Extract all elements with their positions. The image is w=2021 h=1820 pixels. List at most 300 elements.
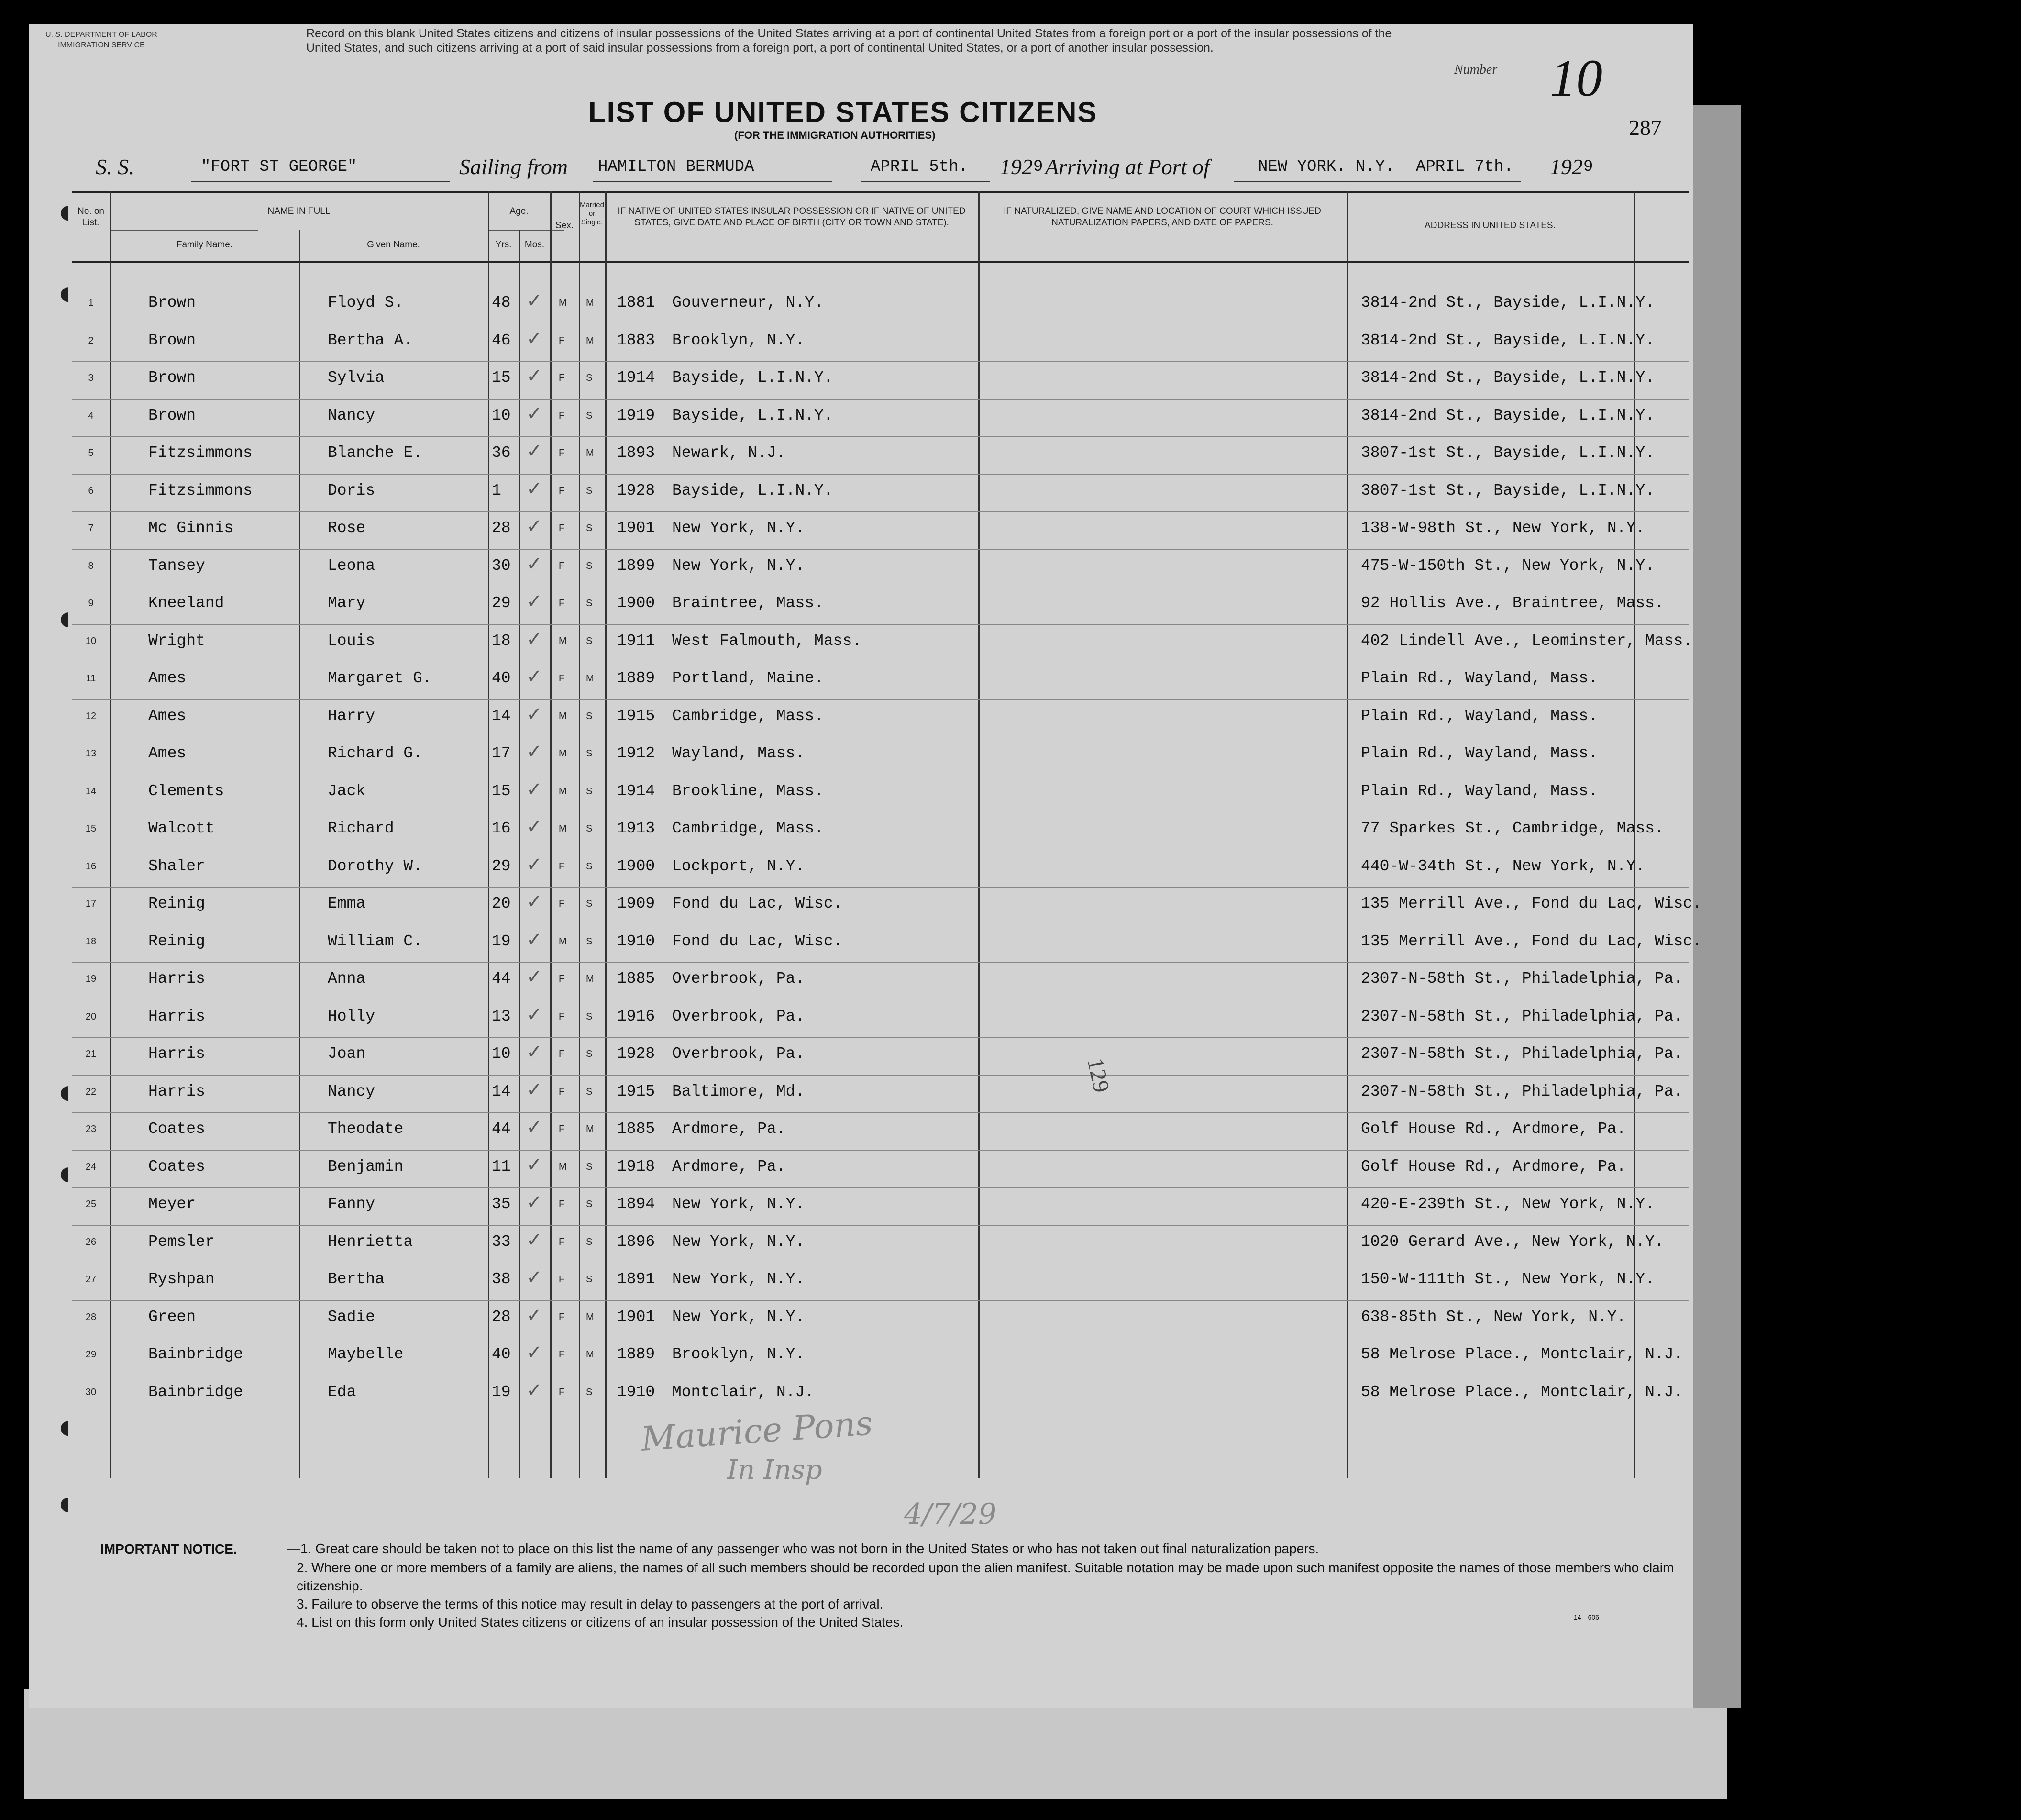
cell-given: Theodate — [328, 1120, 404, 1138]
cell-year: 1883 — [617, 331, 655, 349]
cell-family: Green — [148, 1308, 196, 1326]
cell-no: 11 — [86, 673, 96, 684]
cell-sex: F — [559, 560, 565, 571]
cell-no: 28 — [85, 1311, 97, 1322]
cell-age: 18 — [492, 632, 511, 650]
table-row — [72, 287, 1689, 325]
cell-year: 1911 — [617, 632, 655, 650]
check-mark-icon: ✓ — [526, 666, 542, 688]
table-row — [72, 1301, 1689, 1339]
cell-address: Plain Rd., Wayland, Mass. — [1361, 744, 1598, 762]
notice-label — [100, 1540, 237, 1559]
cell-age: 44 — [492, 1120, 511, 1138]
cell-sex: F — [559, 373, 565, 383]
cell-year: 1913 — [617, 820, 655, 837]
cell-family: Harris — [148, 970, 205, 988]
cell-given: Sadie — [328, 1308, 375, 1326]
cell-no: 4 — [88, 410, 94, 421]
notice-item-2: 2. Where one or more members of a family are aliens, the names of all such members should be recorded upon the alien manifest. Suitable notation may be made upon such manifest opposite the names of those members who claim citizenship. — [297, 1560, 1674, 1593]
cell-no: 13 — [85, 748, 97, 759]
cell-ms: M — [586, 673, 594, 684]
cell-family: Ames — [148, 669, 187, 687]
cell-family: Fitzsimmons — [148, 481, 253, 499]
check-mark-icon: ✓ — [526, 1154, 542, 1176]
cell-no: 5 — [88, 448, 94, 458]
cell-sex: M — [559, 710, 567, 721]
table-row — [72, 550, 1689, 588]
binding-hole-icon: ◖ — [60, 1493, 70, 1515]
arrival-year: 192 — [1550, 155, 1583, 179]
cell-no: 14 — [85, 786, 97, 797]
cell-age: 48 — [492, 294, 511, 311]
cell-sex: M — [559, 786, 567, 797]
cell-no: 29 — [85, 1349, 97, 1360]
table-row — [72, 926, 1702, 964]
cell-given: Blanche E. — [328, 444, 423, 462]
check-mark-icon: ✓ — [526, 1078, 542, 1101]
check-mark-icon: ✓ — [526, 966, 542, 988]
table-row — [72, 963, 1689, 1001]
cell-given: Leona — [328, 556, 375, 575]
cell-ms: S — [586, 748, 593, 759]
cell-sex: F — [559, 335, 565, 346]
cell-given: Doris — [328, 481, 375, 499]
cell-age: 29 — [492, 857, 511, 875]
cell-place: West Falmouth, Mass. — [672, 632, 862, 650]
check-mark-icon: ✓ — [526, 1379, 542, 1401]
cell-no: 18 — [85, 936, 97, 947]
list-number: 10 — [1550, 49, 1602, 107]
cell-no: 21 — [85, 1049, 97, 1059]
cell-age: 15 — [492, 782, 511, 800]
cell-address: 135 Merrill Ave., Fond du Lac, Wisc. — [1361, 932, 1702, 950]
cell-place: Brookline, Mass. — [672, 782, 824, 800]
cell-no: 15 — [85, 823, 97, 834]
cell-address: 2307-N-58th St., Philadelphia, Pa. — [1361, 970, 1683, 988]
cell-family: Pemsler — [148, 1232, 215, 1251]
cell-place: Cambridge, Mass. — [672, 707, 824, 725]
cell-age: 19 — [492, 1383, 511, 1401]
cell-place: Bayside, L.I.N.Y. — [672, 481, 833, 499]
cell-place: New York, N.Y. — [672, 519, 805, 537]
cell-family: Brown — [148, 406, 196, 424]
cell-address: 92 Hollis Ave., Braintree, Mass. — [1361, 594, 1664, 612]
cell-family: Tansey — [148, 556, 205, 575]
cell-year: 1900 — [617, 857, 655, 875]
cell-address: 3814-2nd St., Bayside, L.I.N.Y. — [1361, 406, 1655, 424]
cell-age: 36 — [492, 444, 511, 462]
cell-sex: F — [559, 899, 565, 909]
ship-underline — [191, 181, 450, 182]
cell-given: Floyd S. — [328, 294, 404, 311]
row-rule — [72, 1112, 1689, 1113]
cell-age: 10 — [492, 1045, 511, 1063]
ship-name: "FORT ST GEORGE" — [201, 158, 357, 176]
cell-given: Fanny — [328, 1195, 375, 1213]
cell-address: 58 Melrose Place., Montclair, N.J. — [1361, 1383, 1683, 1401]
cell-place: Braintree, Mass. — [672, 594, 824, 612]
row-rule — [72, 1187, 1689, 1188]
cell-sex: F — [559, 410, 565, 421]
sail-date: APRIL 5th. — [871, 158, 969, 176]
cell-family: Mc Ginnis — [148, 519, 234, 537]
table-row — [72, 1188, 1689, 1226]
cell-ms: M — [586, 1349, 594, 1360]
cell-no: 25 — [85, 1199, 97, 1210]
check-mark-icon: ✓ — [526, 327, 542, 350]
cell-age: 10 — [492, 406, 511, 424]
cell-sex: F — [559, 1236, 565, 1247]
department-name: U. S. DEPARTMENT OF LABOR — [45, 31, 157, 39]
row-rule — [72, 1150, 1689, 1151]
cell-place: Overbrook, Pa. — [672, 1045, 805, 1063]
cell-place: New York, N.Y. — [672, 1308, 805, 1326]
cell-ms: S — [586, 1086, 593, 1097]
cell-year: 1885 — [617, 1120, 655, 1138]
cell-ms: S — [586, 1199, 593, 1210]
cell-family: Ames — [148, 744, 187, 762]
cell-sex: M — [559, 936, 567, 947]
cell-place: Ardmore, Pa. — [672, 1120, 786, 1138]
cell-age: 40 — [492, 1345, 511, 1363]
cell-family: Walcott — [148, 820, 215, 837]
cell-given: Nancy — [328, 406, 375, 424]
cell-sex: F — [559, 1011, 565, 1022]
row-rule — [72, 1075, 1689, 1076]
table-row — [72, 1001, 1689, 1039]
cell-year: 1915 — [617, 1082, 655, 1100]
cell-no: 8 — [88, 560, 94, 571]
binding-hole-icon: ◖ — [60, 1416, 70, 1438]
cell-ms: S — [586, 598, 593, 609]
cell-age: 15 — [492, 369, 511, 387]
sail-year: 192 — [1000, 155, 1033, 179]
cell-no: 3 — [88, 373, 94, 383]
binding-hole-icon: ◖ — [60, 1081, 70, 1103]
table-row — [72, 1339, 1689, 1376]
cell-given: Henrietta — [328, 1232, 413, 1251]
cell-family: Wright — [148, 632, 205, 650]
number-label: Number — [1454, 62, 1498, 77]
table-row — [72, 776, 1689, 813]
cell-given: Mary — [328, 594, 366, 612]
cell-place: New York, N.Y. — [672, 1270, 805, 1288]
cell-no: 1 — [88, 298, 94, 308]
check-mark-icon: ✓ — [526, 1304, 542, 1326]
table-top-rule — [72, 191, 1689, 193]
row-rule — [72, 699, 1689, 700]
check-mark-icon: ✓ — [526, 1116, 542, 1138]
cell-place: Montclair, N.J. — [672, 1383, 815, 1401]
row-rule — [72, 624, 1689, 625]
table-row — [72, 1264, 1689, 1301]
cell-address: 3807-1st St., Bayside, L.I.N.Y. — [1361, 444, 1655, 462]
cell-address: Plain Rd., Wayland, Mass. — [1361, 669, 1598, 687]
cell-sex: F — [559, 974, 565, 984]
cell-no: 30 — [85, 1387, 97, 1398]
header-bottom-rule — [72, 261, 1689, 263]
cell-sex: F — [559, 1049, 565, 1059]
table-row — [72, 738, 1689, 776]
check-mark-icon: ✓ — [526, 290, 542, 312]
cell-given: Bertha — [328, 1270, 385, 1288]
check-mark-icon: ✓ — [526, 741, 542, 763]
check-mark-icon: ✓ — [526, 365, 542, 387]
cell-no: 6 — [88, 485, 94, 496]
table-row — [72, 1113, 1689, 1151]
sail-year-digit: 9 — [1033, 158, 1043, 176]
cell-address: Plain Rd., Wayland, Mass. — [1361, 782, 1598, 800]
check-mark-icon: ✓ — [526, 1229, 542, 1251]
cell-address: 135 Merrill Ave., Fond du Lac, Wisc. — [1361, 895, 1702, 912]
cell-address: 2307-N-58th St., Philadelphia, Pa. — [1361, 1082, 1683, 1100]
cell-place: Baltimore, Md. — [672, 1082, 805, 1100]
cell-ms: S — [586, 373, 593, 383]
pencil-note: In Insp — [727, 1454, 822, 1486]
cell-year: 1893 — [617, 444, 655, 462]
cell-family: Fitzsimmons — [148, 444, 253, 462]
cell-sex: F — [559, 861, 565, 872]
cell-year: 1928 — [617, 481, 655, 499]
cell-sex: F — [559, 1387, 565, 1398]
binding-hole-icon: ◖ — [60, 201, 70, 223]
cell-given: William C. — [328, 932, 423, 950]
col-family-header: Family Name. — [176, 240, 233, 250]
pencil-date: 4/7/29 — [904, 1498, 997, 1531]
check-mark-icon: ✓ — [526, 928, 542, 951]
cell-ms: S — [586, 823, 593, 834]
cell-age: 19 — [492, 932, 511, 950]
check-mark-icon: ✓ — [526, 402, 542, 425]
service-name: IMMIGRATION SERVICE — [58, 41, 145, 49]
row-rule — [72, 887, 1689, 888]
cell-age: 17 — [492, 744, 511, 762]
cell-place: Fond du Lac, Wisc. — [672, 932, 843, 950]
col-no-header: No. on List. — [77, 206, 104, 228]
check-mark-icon: ✓ — [526, 816, 542, 838]
cell-ms: M — [586, 335, 594, 346]
cell-age: 11 — [492, 1157, 511, 1176]
cell-sex: M — [559, 635, 567, 646]
check-mark-icon: ✓ — [526, 477, 542, 500]
cell-ms: M — [586, 448, 594, 458]
cell-address: 440-W-34th St., New York, N.Y. — [1361, 857, 1646, 875]
row-rule — [72, 1225, 1689, 1226]
table-row — [72, 851, 1689, 888]
cell-no: 10 — [85, 635, 97, 646]
cell-sex: M — [559, 823, 567, 834]
cell-place: Overbrook, Pa. — [672, 1007, 805, 1025]
cell-sex: F — [559, 1274, 565, 1285]
cell-no: 7 — [88, 523, 94, 533]
cell-ms: M — [586, 1311, 594, 1322]
form-instruction: Record on this blank United States citizens and citizens of insular possessions of the United States arriving at a port of continental United States from a foreign port or a port of the insular possessions of the United States, and such citizens arriving at a port of said insular possessions from a foreign port, a port of continental United States, or a port of another insular possession. — [306, 27, 1392, 55]
cell-sex: F — [559, 598, 565, 609]
cell-sex: F — [559, 448, 565, 458]
cell-ms: S — [586, 560, 593, 571]
cell-sex: F — [559, 1086, 565, 1097]
table-row — [72, 888, 1702, 926]
cell-address: Golf House Rd., Ardmore, Pa. — [1361, 1157, 1626, 1176]
cell-place: Newark, N.J. — [672, 444, 786, 462]
cell-address: 58 Melrose Place., Montclair, N.J. — [1361, 1345, 1683, 1363]
cell-ms: S — [586, 786, 593, 797]
cell-given: Nancy — [328, 1082, 375, 1100]
cell-ms: S — [586, 635, 593, 646]
cell-year: 1916 — [617, 1007, 655, 1025]
cell-address: 2307-N-58th St., Philadelphia, Pa. — [1361, 1007, 1683, 1025]
cell-sex: F — [559, 1311, 565, 1322]
cell-family: Bainbridge — [148, 1345, 243, 1363]
cell-family: Bainbridge — [148, 1383, 243, 1401]
cell-no: 23 — [85, 1124, 97, 1134]
table-row — [72, 437, 1689, 475]
cell-no: 20 — [85, 1011, 97, 1022]
cell-ms: S — [586, 485, 593, 496]
cell-given: Rose — [328, 519, 366, 537]
cell-place: Bayside, L.I.N.Y. — [672, 406, 833, 424]
cell-place: Ardmore, Pa. — [672, 1157, 786, 1176]
cell-given: Harry — [328, 707, 375, 725]
cell-sex: F — [559, 1199, 565, 1210]
cell-place: Gouverneur, N.Y. — [672, 294, 824, 311]
col-age-header: Age. — [509, 206, 529, 216]
table-row — [72, 1076, 1689, 1114]
check-mark-icon: ✓ — [526, 440, 542, 462]
cell-place: Bayside, L.I.N.Y. — [672, 369, 833, 387]
port-underline — [1234, 181, 1521, 182]
row-rule — [72, 361, 1689, 362]
cell-given: Holly — [328, 1007, 375, 1025]
cell-family: Clements — [148, 782, 224, 800]
table-row — [72, 663, 1689, 700]
table-row — [72, 325, 1689, 363]
cell-address: 138-W-98th St., New York, N.Y. — [1361, 519, 1646, 537]
cell-no: 26 — [85, 1236, 97, 1247]
cell-no: 12 — [85, 710, 97, 721]
cell-year: 1885 — [617, 970, 655, 988]
cell-family: Brown — [148, 331, 196, 349]
binding-hole-icon: ◖ — [60, 608, 70, 630]
cell-family: Brown — [148, 369, 196, 387]
cell-given: Richard G. — [328, 744, 423, 762]
cell-age: 44 — [492, 970, 511, 988]
row-rule — [72, 474, 1689, 475]
notice-item-3: 3. Failure to observe the terms of this notice may result in delay to passengers at the port of arrival. — [297, 1597, 883, 1611]
cell-given: Anna — [328, 970, 366, 988]
cell-age: 28 — [492, 519, 511, 537]
notice-title: IMPORTANT NOTICE. — [100, 1542, 237, 1556]
check-mark-icon: ✓ — [526, 778, 542, 800]
cell-ms: S — [586, 523, 593, 533]
cell-ms: S — [586, 936, 593, 947]
cell-year: 1894 — [617, 1195, 655, 1213]
binding-hole-icon: ◖ — [60, 1163, 70, 1185]
cell-age: 40 — [492, 669, 511, 687]
cell-address: Plain Rd., Wayland, Mass. — [1361, 707, 1598, 725]
cell-place: Overbrook, Pa. — [672, 970, 805, 988]
cell-age: 35 — [492, 1195, 511, 1213]
cell-year: 1910 — [617, 932, 655, 950]
cell-address: 77 Sparkes St., Cambridge, Mass. — [1361, 820, 1664, 837]
col-mos-header: Mos. — [524, 240, 545, 250]
table-row — [72, 813, 1689, 851]
cell-no: 16 — [85, 861, 97, 872]
check-mark-icon: ✓ — [526, 891, 542, 913]
arriving-label: Arriving at Port of — [1045, 155, 1210, 179]
cell-address: Golf House Rd., Ardmore, Pa. — [1361, 1120, 1626, 1138]
cell-address: 475-W-150th St., New York, N.Y. — [1361, 556, 1655, 575]
cell-family: Coates — [148, 1157, 205, 1176]
check-mark-icon: ✓ — [526, 1191, 542, 1213]
arrival-port: NEW YORK. N.Y. — [1258, 158, 1395, 176]
cell-sex: F — [559, 673, 565, 684]
cell-address: 2307-N-58th St., Philadelphia, Pa. — [1361, 1045, 1683, 1063]
table-row — [72, 1226, 1689, 1264]
cell-year: 1891 — [617, 1270, 655, 1288]
cell-family: Reinig — [148, 932, 205, 950]
cell-no: 19 — [85, 974, 97, 984]
table-row — [72, 362, 1689, 400]
col-married-header: Married or Single. — [580, 201, 604, 226]
row-rule — [72, 962, 1689, 963]
cell-year: 1915 — [617, 707, 655, 725]
col-yrs-header: Yrs. — [495, 240, 512, 250]
table-row — [72, 588, 1689, 625]
cell-year: 1901 — [617, 519, 655, 537]
cell-address: 3814-2nd St., Bayside, L.I.N.Y. — [1361, 331, 1655, 349]
sailing-label: Sailing from — [459, 155, 568, 179]
cell-age: 46 — [492, 331, 511, 349]
cell-year: 1909 — [617, 895, 655, 912]
cell-address: 150-W-111th St., New York, N.Y. — [1361, 1270, 1655, 1288]
cell-place: Lockport, N.Y. — [672, 857, 805, 875]
stamp-number: 129 — [1082, 1055, 1115, 1095]
cell-place: Brooklyn, N.Y. — [672, 1345, 805, 1363]
cell-sex: M — [559, 748, 567, 759]
table-row — [72, 700, 1689, 738]
check-mark-icon: ✓ — [526, 515, 542, 537]
cell-place: Cambridge, Mass. — [672, 820, 824, 837]
cell-sex: M — [559, 1161, 567, 1172]
cell-ms: S — [586, 1011, 593, 1022]
cell-family: Harris — [148, 1007, 205, 1025]
cell-ms: M — [586, 974, 594, 984]
cell-address: 402 Lindell Ave., Leominster, Mass. — [1361, 632, 1693, 650]
cell-given: Eda — [328, 1383, 356, 1401]
cell-year: 1881 — [617, 294, 655, 311]
cell-age: 14 — [492, 707, 511, 725]
cell-age: 14 — [492, 1082, 511, 1100]
name-group-rule — [110, 230, 258, 231]
cell-given: Benjamin — [328, 1157, 404, 1176]
table-row — [72, 625, 1693, 663]
cell-age: 29 — [492, 594, 511, 612]
cell-age: 30 — [492, 556, 511, 575]
cell-ms: S — [586, 1274, 593, 1285]
table-row — [72, 1151, 1689, 1189]
cell-year: 1889 — [617, 669, 655, 687]
cell-no: 22 — [85, 1086, 97, 1097]
cell-year: 1928 — [617, 1045, 655, 1063]
row-rule — [72, 1037, 1689, 1038]
cell-family: Ryshpan — [148, 1270, 215, 1288]
cell-family: Coates — [148, 1120, 205, 1138]
cell-given: Bertha A. — [328, 331, 413, 349]
check-mark-icon: ✓ — [526, 590, 542, 612]
cell-year: 1900 — [617, 594, 655, 612]
cell-family: Meyer — [148, 1195, 196, 1213]
